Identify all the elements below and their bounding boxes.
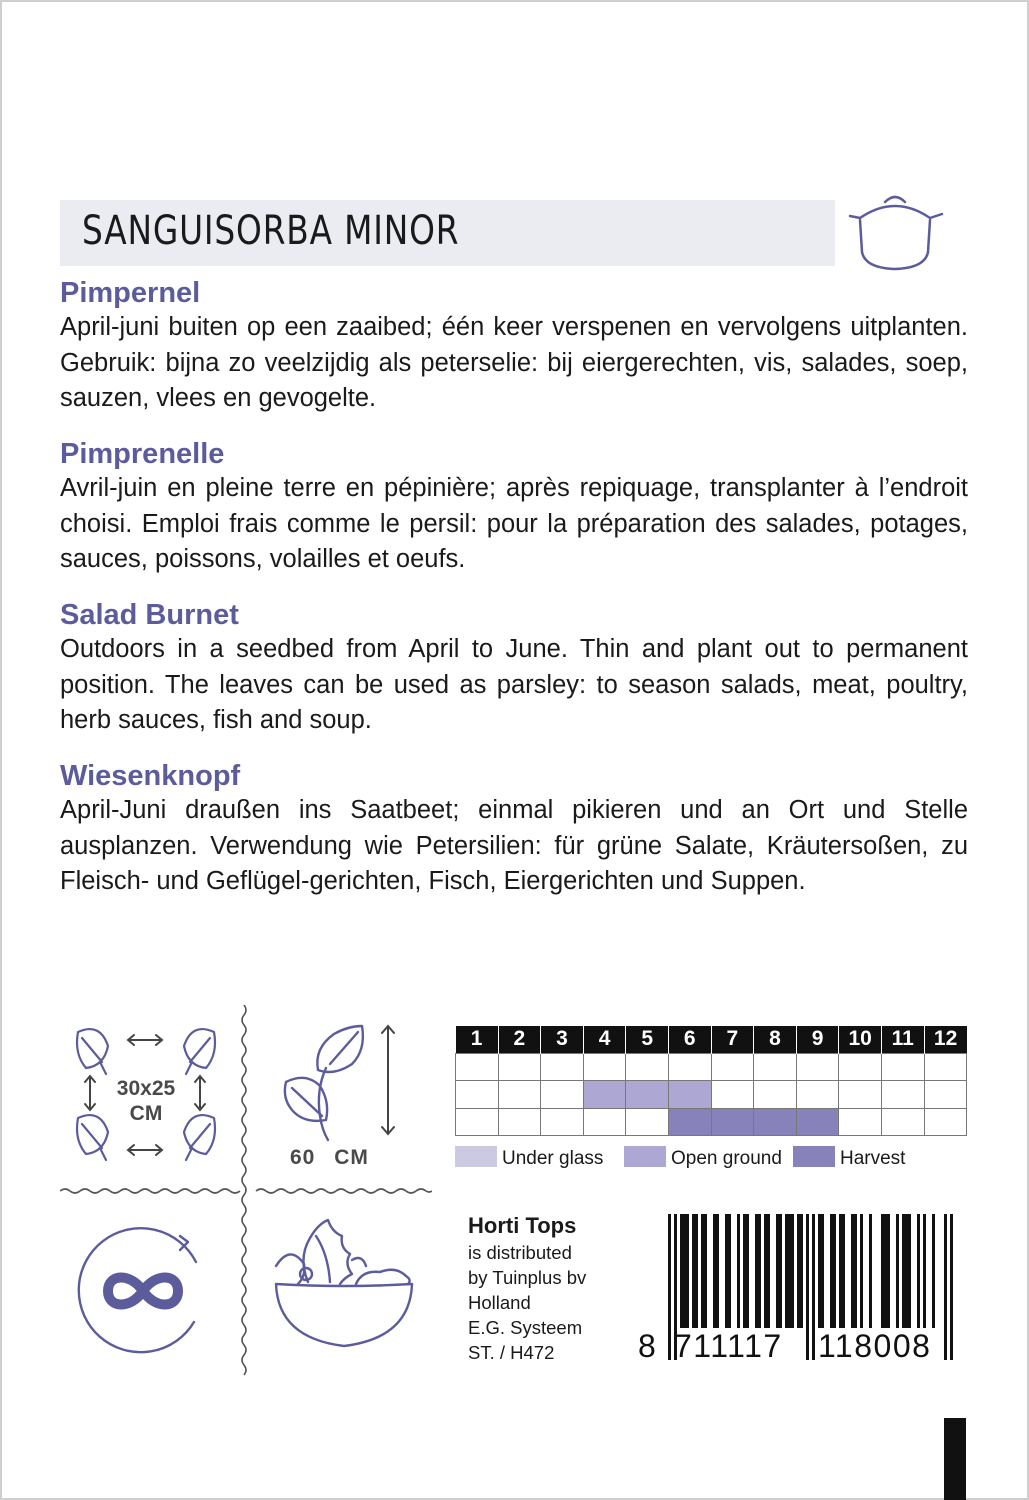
legend-label: Open ground	[671, 1148, 782, 1169]
calendar-cell	[626, 1053, 669, 1081]
bottom-bar	[944, 1418, 966, 1500]
barcode-bar	[797, 1214, 800, 1328]
month-header: 9	[796, 1026, 839, 1053]
legend-swatch	[455, 1146, 497, 1167]
distributor-line: ST. / H472	[468, 1342, 555, 1363]
barcode-bar	[755, 1214, 758, 1328]
sowing-calendar	[455, 1026, 967, 1136]
section-english	[60, 600, 968, 739]
section-title: Salad Burnet	[60, 599, 239, 631]
height-label: 60 CM	[290, 1146, 369, 1169]
distributor-line: by Tuinplus bv	[468, 1267, 587, 1288]
legend-swatch	[624, 1146, 666, 1167]
section-title: Pimprenelle	[60, 438, 225, 470]
barcode-bar	[668, 1214, 671, 1360]
barcode-bar	[692, 1214, 695, 1328]
legend-label: Under glass	[502, 1148, 604, 1169]
calendar-cell	[881, 1053, 924, 1081]
legend-label: Harvest	[840, 1148, 906, 1169]
brand-name: Horti Tops	[468, 1213, 577, 1238]
barcode-bar	[704, 1214, 707, 1328]
distributor-line: is distributed	[468, 1242, 572, 1263]
barcode-bar	[869, 1214, 872, 1328]
barcode-bar	[860, 1214, 863, 1328]
month-header: 8	[754, 1026, 797, 1053]
barcode-bar	[923, 1214, 926, 1328]
barcode-bar	[746, 1214, 749, 1328]
month-header: 7	[711, 1026, 754, 1053]
calendar-cell	[541, 1053, 584, 1081]
barcode-bar	[728, 1214, 731, 1328]
distributor-line: E.G. Systeem	[468, 1317, 583, 1338]
calendar-cell	[711, 1108, 754, 1136]
barcode-bar	[776, 1214, 779, 1328]
legend-swatch	[793, 1146, 835, 1167]
wavy-divider-horizontal	[60, 1184, 432, 1198]
calendar-cell	[711, 1081, 754, 1109]
distributor-info	[468, 1212, 586, 1365]
calendar-cell	[754, 1108, 797, 1136]
barcode-bar	[932, 1214, 935, 1328]
calendar-row-under-glass	[456, 1053, 967, 1081]
month-header: 5	[626, 1026, 669, 1053]
barcode-bar	[725, 1214, 728, 1328]
calendar-cell	[796, 1053, 839, 1081]
barcode-bar	[713, 1214, 716, 1328]
barcode-first-digit: 8	[638, 1328, 658, 1364]
section-text: Avril-juin en pleine terre en pépinière; après repiquage, transplanter à l’endroit choisi. Emploi frais comme le persil: pour la préparation des salades, potages, sauces, poissons, volailles et oeufs.	[60, 474, 968, 573]
calendar-cell	[754, 1053, 797, 1081]
section-french	[60, 439, 968, 578]
month-header: 11	[881, 1026, 924, 1053]
calendar-cell	[881, 1081, 924, 1109]
calendar-cell	[456, 1108, 499, 1136]
month-header: 10	[839, 1026, 882, 1053]
barcode-bar	[854, 1214, 857, 1328]
barcode-bar	[887, 1214, 890, 1328]
calendar-cell	[924, 1108, 967, 1136]
barcode-right-digits: 118008	[818, 1328, 932, 1364]
barcode-bar	[884, 1214, 887, 1328]
barcode-bar	[788, 1214, 791, 1328]
calendar-cell	[498, 1081, 541, 1109]
calendar-cell	[881, 1108, 924, 1136]
calendar-cell	[498, 1053, 541, 1081]
barcode-bar	[764, 1214, 767, 1328]
month-header: 6	[668, 1026, 711, 1053]
calendar-cell	[541, 1081, 584, 1109]
spacing-value: 30x25	[116, 1077, 176, 1100]
barcode-bar	[758, 1214, 761, 1328]
barcode-bar	[791, 1214, 794, 1328]
calendar-cell	[711, 1053, 754, 1081]
calendar-cell	[498, 1108, 541, 1136]
plant-height-icon	[276, 1020, 402, 1144]
calendar-cell	[626, 1081, 669, 1109]
calendar-cell	[839, 1081, 882, 1109]
calendar-cell	[754, 1081, 797, 1109]
barcode-bar	[716, 1214, 719, 1328]
barcode-bar	[830, 1214, 833, 1328]
infinity-icon	[70, 1218, 216, 1364]
calendar-cell	[924, 1053, 967, 1081]
calendar-cell	[796, 1081, 839, 1109]
barcode-bar	[695, 1214, 698, 1328]
calendar-cell	[668, 1108, 711, 1136]
barcode-bar	[821, 1214, 824, 1328]
calendar-cell	[668, 1081, 711, 1109]
month-header: 2	[498, 1026, 541, 1053]
barcode-left-digits: 711117	[674, 1328, 783, 1364]
calendar-cell	[541, 1108, 584, 1136]
calendar-cell	[626, 1108, 669, 1136]
barcode-bar	[902, 1214, 905, 1328]
calendar-cell	[796, 1108, 839, 1136]
section-text: April-Juni draußen ins Saatbeet; einmal pikieren und an Ort und Stelle ausplanzen. Verwendung wie Petersilien: für grüne Salate, Kräutersoßen, zu Fleisch- und Geflügel-gerichten, Fisch, Eiergerichten und Suppen.	[60, 796, 968, 895]
month-header: 4	[583, 1026, 626, 1053]
calendar-month-row	[456, 1026, 967, 1053]
salad-bowl-icon	[270, 1214, 418, 1358]
barcode-bar	[806, 1214, 809, 1360]
calendar-cell	[583, 1081, 626, 1109]
cooking-pot-icon	[845, 190, 945, 274]
barcode-bar	[818, 1214, 821, 1328]
barcode-bar	[767, 1214, 770, 1328]
barcode-bar	[950, 1214, 953, 1360]
barcode-bar	[743, 1214, 746, 1328]
section-german	[60, 761, 968, 900]
calendar-cell	[839, 1108, 882, 1136]
barcode-bar	[701, 1214, 704, 1328]
barcode-bar	[842, 1214, 845, 1328]
section-title: Pimpernel	[60, 277, 201, 309]
barcode-bar	[785, 1214, 788, 1328]
barcode-bar	[881, 1214, 884, 1328]
barcode-bar	[908, 1214, 911, 1328]
barcode-bar	[800, 1214, 803, 1328]
calendar-cell	[456, 1081, 499, 1109]
barcode-bar	[683, 1214, 686, 1328]
botanical-name: SANGUISORBA MINOR	[82, 208, 460, 254]
spacing-label	[96, 1076, 196, 1126]
month-header: 1	[456, 1026, 499, 1053]
section-dutch	[60, 278, 968, 417]
calendar-cell	[583, 1053, 626, 1081]
calendar-cell	[924, 1081, 967, 1109]
month-header: 3	[541, 1026, 584, 1053]
barcode-bar	[686, 1214, 689, 1328]
barcode-bar	[917, 1214, 920, 1328]
barcode-bar	[851, 1214, 854, 1328]
section-text: April-juni buiten op een zaaibed; één keer verspenen en vervolgens uitplanten. Gebruik: bijna zo veelzijdig als peterselie: bij eiergerechten, vis, salades, soep, sauzen, vlees en gevogelte.	[60, 313, 968, 412]
calendar-cell	[456, 1053, 499, 1081]
barcode-bar	[680, 1214, 683, 1328]
calendar-cell	[583, 1108, 626, 1136]
barcode-bar	[779, 1214, 782, 1328]
distributor-line: Holland	[468, 1292, 531, 1313]
calendar-cell	[668, 1053, 711, 1081]
calendar-row-harvest	[456, 1108, 967, 1136]
barcode-bar	[896, 1214, 899, 1328]
calendar-row-open-ground	[456, 1081, 967, 1109]
calendar-cell	[839, 1053, 882, 1081]
barcode-bar	[737, 1214, 740, 1328]
section-text: Outdoors in a seedbed from April to June. Thin and plant out to permanent position. The leaves can be used as parsley: to season salads, meat, poultry, herb sauces, fish and soup.	[60, 635, 968, 734]
barcode-bar	[905, 1214, 908, 1328]
barcode-bar	[839, 1214, 842, 1328]
barcode-bar	[833, 1214, 836, 1328]
barcode-bar	[812, 1214, 815, 1360]
month-header: 12	[924, 1026, 967, 1053]
section-title: Wiesenknopf	[60, 760, 241, 792]
spacing-unit: CM	[129, 1102, 163, 1125]
barcode-bar	[944, 1214, 947, 1360]
